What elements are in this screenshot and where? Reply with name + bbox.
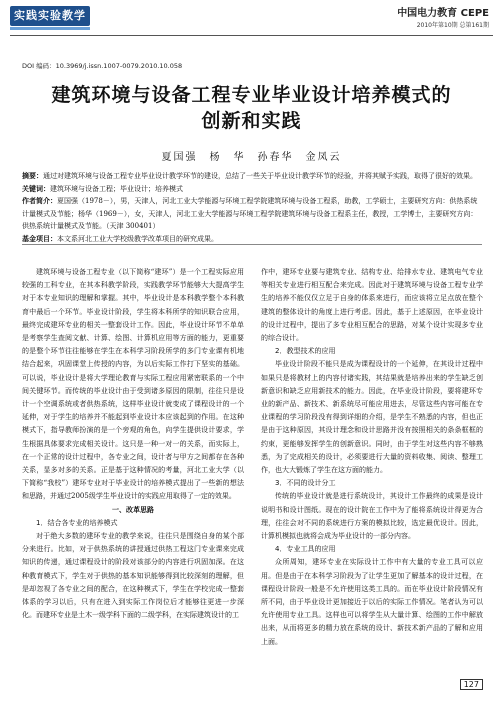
body-paragraph: 众所周知，建环专业在实际设计工作中有大量的专业工具可以应用。但是由于在本科学习阶段为了让学生更加了解基本的设计过程，在课程设计阶段一般是不允许使用这类工具的。而在毕业设计阶段情况有所不同，由于毕业设计更加接近于以后的实际工作情况。笔者认为可以允许使用专业工具。这样也可以将学生从大量计算、绘图的工作中解放出来，从而将更多的精力放在系统的设计、新技术新产品的了解和应用上面。 <box>261 558 483 646</box>
subsection-heading: 3．不同的设计分工 <box>275 479 336 488</box>
subsection-heading: 2．教型技术的应用 <box>275 347 336 356</box>
fund-label: 基金项目： <box>22 234 57 243</box>
author-bio-paragraph <box>22 195 484 233</box>
keywords-paragraph <box>22 183 484 196</box>
author-bio-label: 作者简介： <box>22 197 57 205</box>
body-paragraph: 对于绝大多数的建环专业的教学来说，往往只是围绕自身的某个部分来进行。比如，对于供热系统的讲授通过供热工程这门专业课来完成知识的传递，通过课程设计的阶段对该部分的内容进行巩固加深。在这种教育模式下，学生对于供热的基本知识能够得到比较深刻的理解，但是却忽视了各专业之间的配合，在这种模式下，学生在学校完成一整套体系的学习以后，只有在进入到实际工作岗位后才能够往更进一步深化。而建环专业是土木一级学科下面的二级学科，在实际建筑设计的工 <box>22 532 244 620</box>
abstract-text: 通过对建筑环境与设备工程专业毕业设计教学环节的建设，总结了一些关于毕业设计教学环节的经验，并将其赋予实践，取得了很好的效果。 <box>43 172 477 180</box>
journal-name: 中国电力教育 CEPE <box>397 8 489 19</box>
section-heading: 一、改革思路 <box>112 505 154 514</box>
paper-title-line2: 创新和实践 <box>201 110 302 132</box>
body-paragraph: 作中，建环专业要与建筑专业、结构专业、给排水专业、建筑电气专业等相关专业进行相互配合来完成。因此对于建筑环境与设备工程专业学生的培养不能仅仅立足于自身的体系来进行，而应该将立足点放在整个建筑的整体设计的角度上进行考虑。因此，基于上述原因，在毕业设计的设计过程中，提出了多专业相互配合的思路，对某个设计实现多专业的综合设计。 <box>261 268 483 343</box>
doi-code: DOI 编码：10.3969/j.issn.1007-0079.2010.10.058 <box>22 62 183 70</box>
subsection-heading: 1．结合各专业的培养模式 <box>36 518 118 527</box>
body-column-right <box>261 266 483 649</box>
section-tag: 实践实验教学 <box>10 6 90 26</box>
keywords-label: 关键词： <box>22 184 50 193</box>
body-paragraph: 建筑环境与设备工程专业（以下简称“建环”）是一个工程实际应用较强的工科专业，在其本科教学阶段，实践教学环节能够大大提高学生对于本专业知识的理解和掌握。其中，毕业设计是本科教学整个本科教育中最后一个环节。毕业设计阶段，学生将本科所学的知识联合应用，最终完成建环专业的相关一整套设计工作。因此，毕业设计环节不单单是考察学生查阅文献、计算、绘图、计算机应用等方面的能力，更重要的是整个环节往往能够在学生在本科学习阶段所学的多门专业课有机地结合起来，巩固课堂上传授的内容，为以后实际工作打下坚实的基础。可以说，毕业设计是将大学理论教育与实际工程应用紧密联系的一个中间关键环节。而传统的毕业设计由于受到诸多原因的限制，往往只是设计一个空调系统或者供热系统，这样毕业设计就变成了课程设计的一个延伸，对于学生的培养并不能起到毕业设计本应该起到的作用。在这种模式下，指导教师扮演的是一个旁观的角色，向学生提供设计要求，学生根据具体要求完成相关设计。这只是一种一对一的关系，而实际上，在一个正常的设计过程中，各专业之间，设计者与甲方之间都存在各种关系，显多对多的关系。正是基于这种情况的考量，河北工业大学（以下简称“我校”）建环专业对于毕业设计的培养模式提出了一些新的想法和思路，并通过2005级学生毕业设计的实践应用取得了一定的效果。 <box>22 268 244 501</box>
header-rule <box>10 35 493 36</box>
abstract-block <box>22 170 484 245</box>
section-tag-stripe <box>10 27 90 30</box>
paper-title-line1: 建筑环境与设备工程专业毕业设计培养模式的 <box>51 84 452 106</box>
body-paragraph: 传统的毕业设计就是进行系统设计，其设计工作最终的成果是设计说明书和设计图纸。现在的设计院在工作中为了能将系统设计得更为合理，往往会对不同的系统进行方案的模拟比较，选定最优设计。因此，计算机模拟也就将会成为毕业设计的一部分内容。 <box>261 492 483 541</box>
author-bio-text: 夏国强（1978－），男，天津人，河北工业大学能源与环境工程学院建筑环境与设备工程系，助教，工学硕士，主要研究方向：供热系统计量模式及节能；杨华（1969－），女，天津人，河北工业大学能源与环境工程学院建筑环境与设备工程系主任，教授，工学博士，主要研究方向：供热系统计量模式及节能。（天津 300401） <box>22 197 478 230</box>
author-list: 夏国强 杨 华 孙春华 金凤云 <box>161 152 342 163</box>
issue-line: 2010年第10期 总第161期 <box>416 22 489 29</box>
abstract-label: 摘要： <box>22 172 43 180</box>
body-column-left <box>22 266 244 622</box>
page-number: 127 <box>460 679 483 690</box>
abstract-paragraph <box>22 170 484 183</box>
fund-text: 本文系河北工业大学校级教学改革项目的研究成果。 <box>57 234 218 243</box>
body-paragraph: 毕业设计阶段不能只是成为课程设计的一个延伸，在其设计过程中如果只是将教材上的内容付诸实践，其结果就是培养出来的学生缺乏创新意识和缺乏应用新技术的能力。因此，在毕业设计阶段，要将建环专业的新产品、新技术、新系统尽可能应用进去，尽管这些内容可能在专业课程的学习阶段没有得到详细的介绍，是学生不熟悉的内容，但也正是由于这种原因，其设计理念和设计思路并没有按照相关的条条框框的约束，更能够发挥学生的创新意识。同时，由于学生对这些内容不够熟悉，为了完成相关的设计，必须要进行大量的资料收集、阅读、整理工作，也大大锻炼了学生在这方面的能力。 <box>261 360 483 475</box>
abstract-divider <box>22 244 482 245</box>
subsection-heading: 4．专业工具的应用 <box>275 545 336 554</box>
keywords-text: 建筑环境与设备工程；毕业设计；培养模式 <box>50 184 183 193</box>
